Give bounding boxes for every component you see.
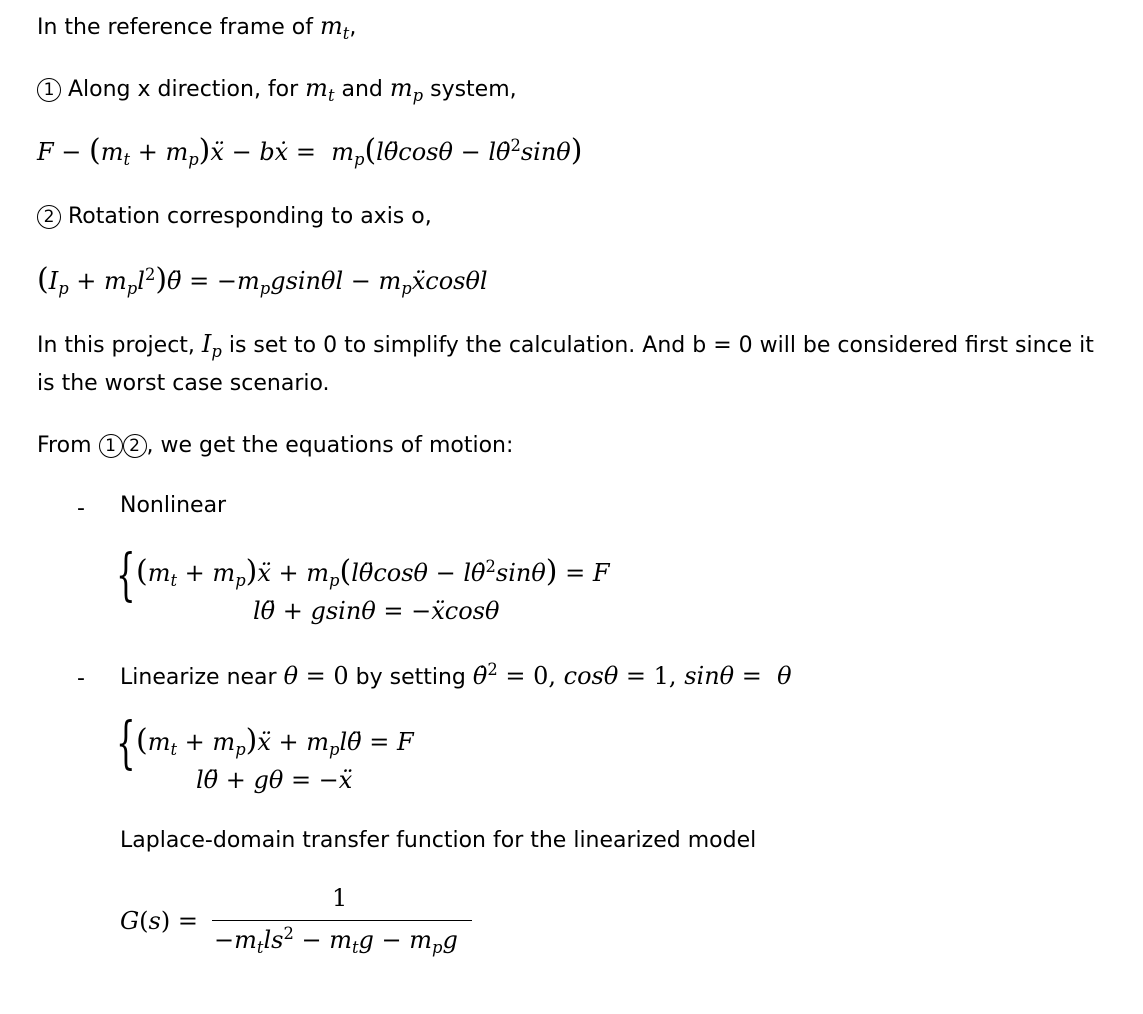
linear-eq-row-1: ($m_t$ + $m_p)ẍ$ + $m_pl\thetä = F$: [136, 723, 414, 760]
left-brace-linear: {: [116, 711, 136, 776]
equation-2: ($I_p$ + $m_pl^2)\thetä = -m_pgsin\theta l$ − $m_pẍ\cos\theta l$: [37, 262, 488, 299]
from-prefix: From: [37, 433, 99, 458]
paragraph-line-2: is the worst case scenario.: [37, 371, 330, 396]
equation-1: $F - (m_t$ + $m_p)ẍ$ − bẋ = $m_p(l\thetä\cos\theta$ − lθ̇$^2$sinθ): [37, 133, 583, 170]
nonlinear-eq-row-2: lθ̈ + gsinθ = −ẍcosθ: [253, 597, 500, 625]
bullet-dash-2: -: [77, 666, 85, 691]
item-2-text: Rotation corresponding to axis o,: [68, 204, 432, 229]
circled-number-2: 2: [37, 205, 61, 229]
transfer-function-caption: Laplace-domain transfer function for the linearized model: [120, 828, 757, 853]
intro-line: In the reference frame of $m_t$,: [37, 12, 357, 44]
circled-number-1-ref: 1: [99, 434, 123, 458]
transfer-function-denominator: $-m_tls^2 - m_tg - m_pg$: [214, 924, 458, 958]
item-2-line: [37, 205, 432, 229]
transfer-function-numerator: 1: [332, 884, 348, 912]
bullet-nonlinear-label: Nonlinear: [120, 493, 227, 518]
circled-number-2-ref: 2: [123, 434, 147, 458]
nonlinear-eq-row-1: ($m_t$ + $m_p)ẍ$ + $m_p(l\thetä\cos\theta$ − lθ̇$^2$sinθ) = F: [136, 554, 610, 591]
from-suffix: , we get the equations of motion:: [146, 433, 514, 458]
circled-number-1: 1: [37, 78, 61, 102]
left-brace-nonlinear: {: [116, 543, 136, 608]
fraction-bar: [212, 920, 472, 921]
transfer-function-lhs: G(s) =: [120, 907, 198, 935]
linear-eq-row-2: lθ̈ + gθ = −ẍ: [196, 766, 353, 794]
paragraph-line-1: In this project, $I_p$ is set to 0 to simplify the calculation. And b = 0 will be considered first since it: [37, 330, 1094, 362]
from-line: [37, 434, 513, 458]
bullet-dash-1: -: [77, 496, 85, 521]
item-1-line: 1 Along x direction, for $m_t$ and $m_p$ system,: [37, 76, 517, 102]
bullet-linearize-label: Linearize near θ = 0 by setting θ̇$^2$ = 0, cosθ = 1, sinθ = θ: [120, 660, 792, 690]
